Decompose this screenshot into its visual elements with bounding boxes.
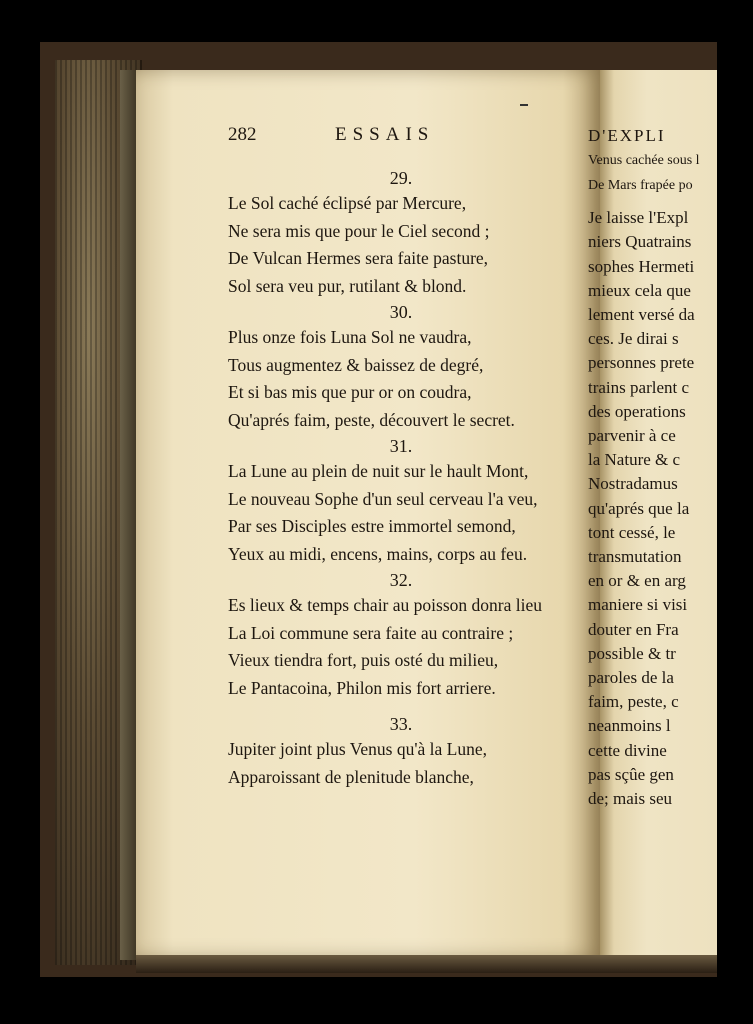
verse-line: Le Sol caché éclipsé par Mercure, (228, 193, 467, 213)
verse-line: Qu'aprés faim, peste, découvert le secret. (228, 409, 515, 430)
verse-line: Es lieux & temps chair au poisson donra lieu (228, 595, 542, 615)
verse-line: Le Pantacoina, Philon mis fort arriere. (228, 677, 496, 698)
right-text-line: trains parlent c (588, 377, 690, 397)
quatrain (228, 300, 568, 434)
verse-line: La Loi commune sera faite au contraire ; (228, 622, 514, 643)
quatrain (228, 712, 568, 791)
right-running-title: D'EXPLI (588, 126, 666, 145)
running-title: ESSAIS (335, 124, 435, 145)
verse-line: De Vulcan Hermes sera faite pasture, (228, 248, 489, 268)
quatrain-number: 33. (389, 714, 413, 734)
page-mark (520, 104, 528, 106)
right-text-line: sophes Hermeti (588, 256, 695, 276)
right-text-line: qu'aprés que la (588, 498, 690, 518)
right-page-text (588, 124, 728, 811)
right-page-lines (588, 148, 728, 811)
verse-line: Yeux au midi, encens, mains, corps au feu. (228, 543, 528, 564)
right-text-line: des operations (588, 401, 686, 421)
right-text-line: la Nature & c (588, 450, 681, 470)
right-text-line: lement versé da (588, 305, 695, 325)
verse-line: Le nouveau Sophe d'un seul cerveau l'a veu, (228, 488, 538, 509)
right-text-line: parvenir à ce (588, 426, 676, 446)
right-text-line: neanmoins l (588, 716, 671, 736)
verse-line: Et si bas mis que pur or on coudra, (228, 382, 472, 402)
right-text-line: mieux cela que (588, 280, 691, 300)
right-text-line: tont cessé, le (588, 522, 676, 542)
verse-line: Ne sera mis que pour le Ciel second ; (228, 220, 490, 241)
quatrain-list (228, 166, 568, 791)
right-text-line: de; mais seu (588, 789, 673, 809)
quatrain-number: 30. (389, 302, 413, 322)
right-text-line: douter en Fra (588, 619, 679, 639)
right-text-line: Je laisse l'Expl (588, 208, 689, 228)
right-text-line: en or & en arg (588, 571, 686, 591)
right-text-line: possible & tr (588, 643, 676, 663)
quatrain (228, 568, 568, 702)
quatrain (228, 166, 568, 300)
verse-line: La Lune au plein de nuit sur le hault Mont, (228, 461, 529, 481)
right-text-line: ces. Je dirai s (588, 329, 679, 349)
verse-line: Plus onze fois Luna Sol ne vaudra, (228, 327, 472, 347)
verse-line: Par ses Disciples estre immortel semond, (228, 516, 516, 536)
right-text-line: De Mars frapée po (588, 178, 693, 194)
quatrain-number: 29. (389, 168, 413, 188)
right-text-line: maniere si visi (588, 595, 688, 615)
right-text-line: transmutation (588, 547, 682, 567)
quatrain-number: 32. (389, 570, 413, 590)
quatrain (228, 434, 568, 568)
page-number: 282 (228, 124, 257, 145)
right-text-line: Venus cachée sous l (588, 153, 700, 169)
verse-line: Jupiter joint plus Venus qu'à la Lune, (228, 739, 487, 759)
verse-line: Vieux tiendra fort, puis osté du milieu, (228, 650, 499, 670)
page-header (228, 124, 468, 146)
verse-line: Tous augmentez & baissez de degré, (228, 354, 484, 375)
right-text-line: cette divine (588, 740, 667, 760)
quatrain-number: 31. (389, 436, 413, 456)
right-text-line: Nostradamus (588, 474, 678, 494)
book-bottom-edge (136, 955, 717, 973)
right-text-line: paroles de la (588, 668, 674, 688)
right-text-line: faim, peste, c (588, 692, 679, 712)
right-text-line: niers Quatrains (588, 232, 692, 252)
verse-line: Apparoissant de plenitude blanche, (228, 766, 474, 787)
verse-line: Sol sera veu pur, rutilant & blond. (228, 275, 467, 296)
right-text-line: personnes prete (588, 353, 695, 373)
right-text-line: pas sçûe gen (588, 764, 674, 784)
